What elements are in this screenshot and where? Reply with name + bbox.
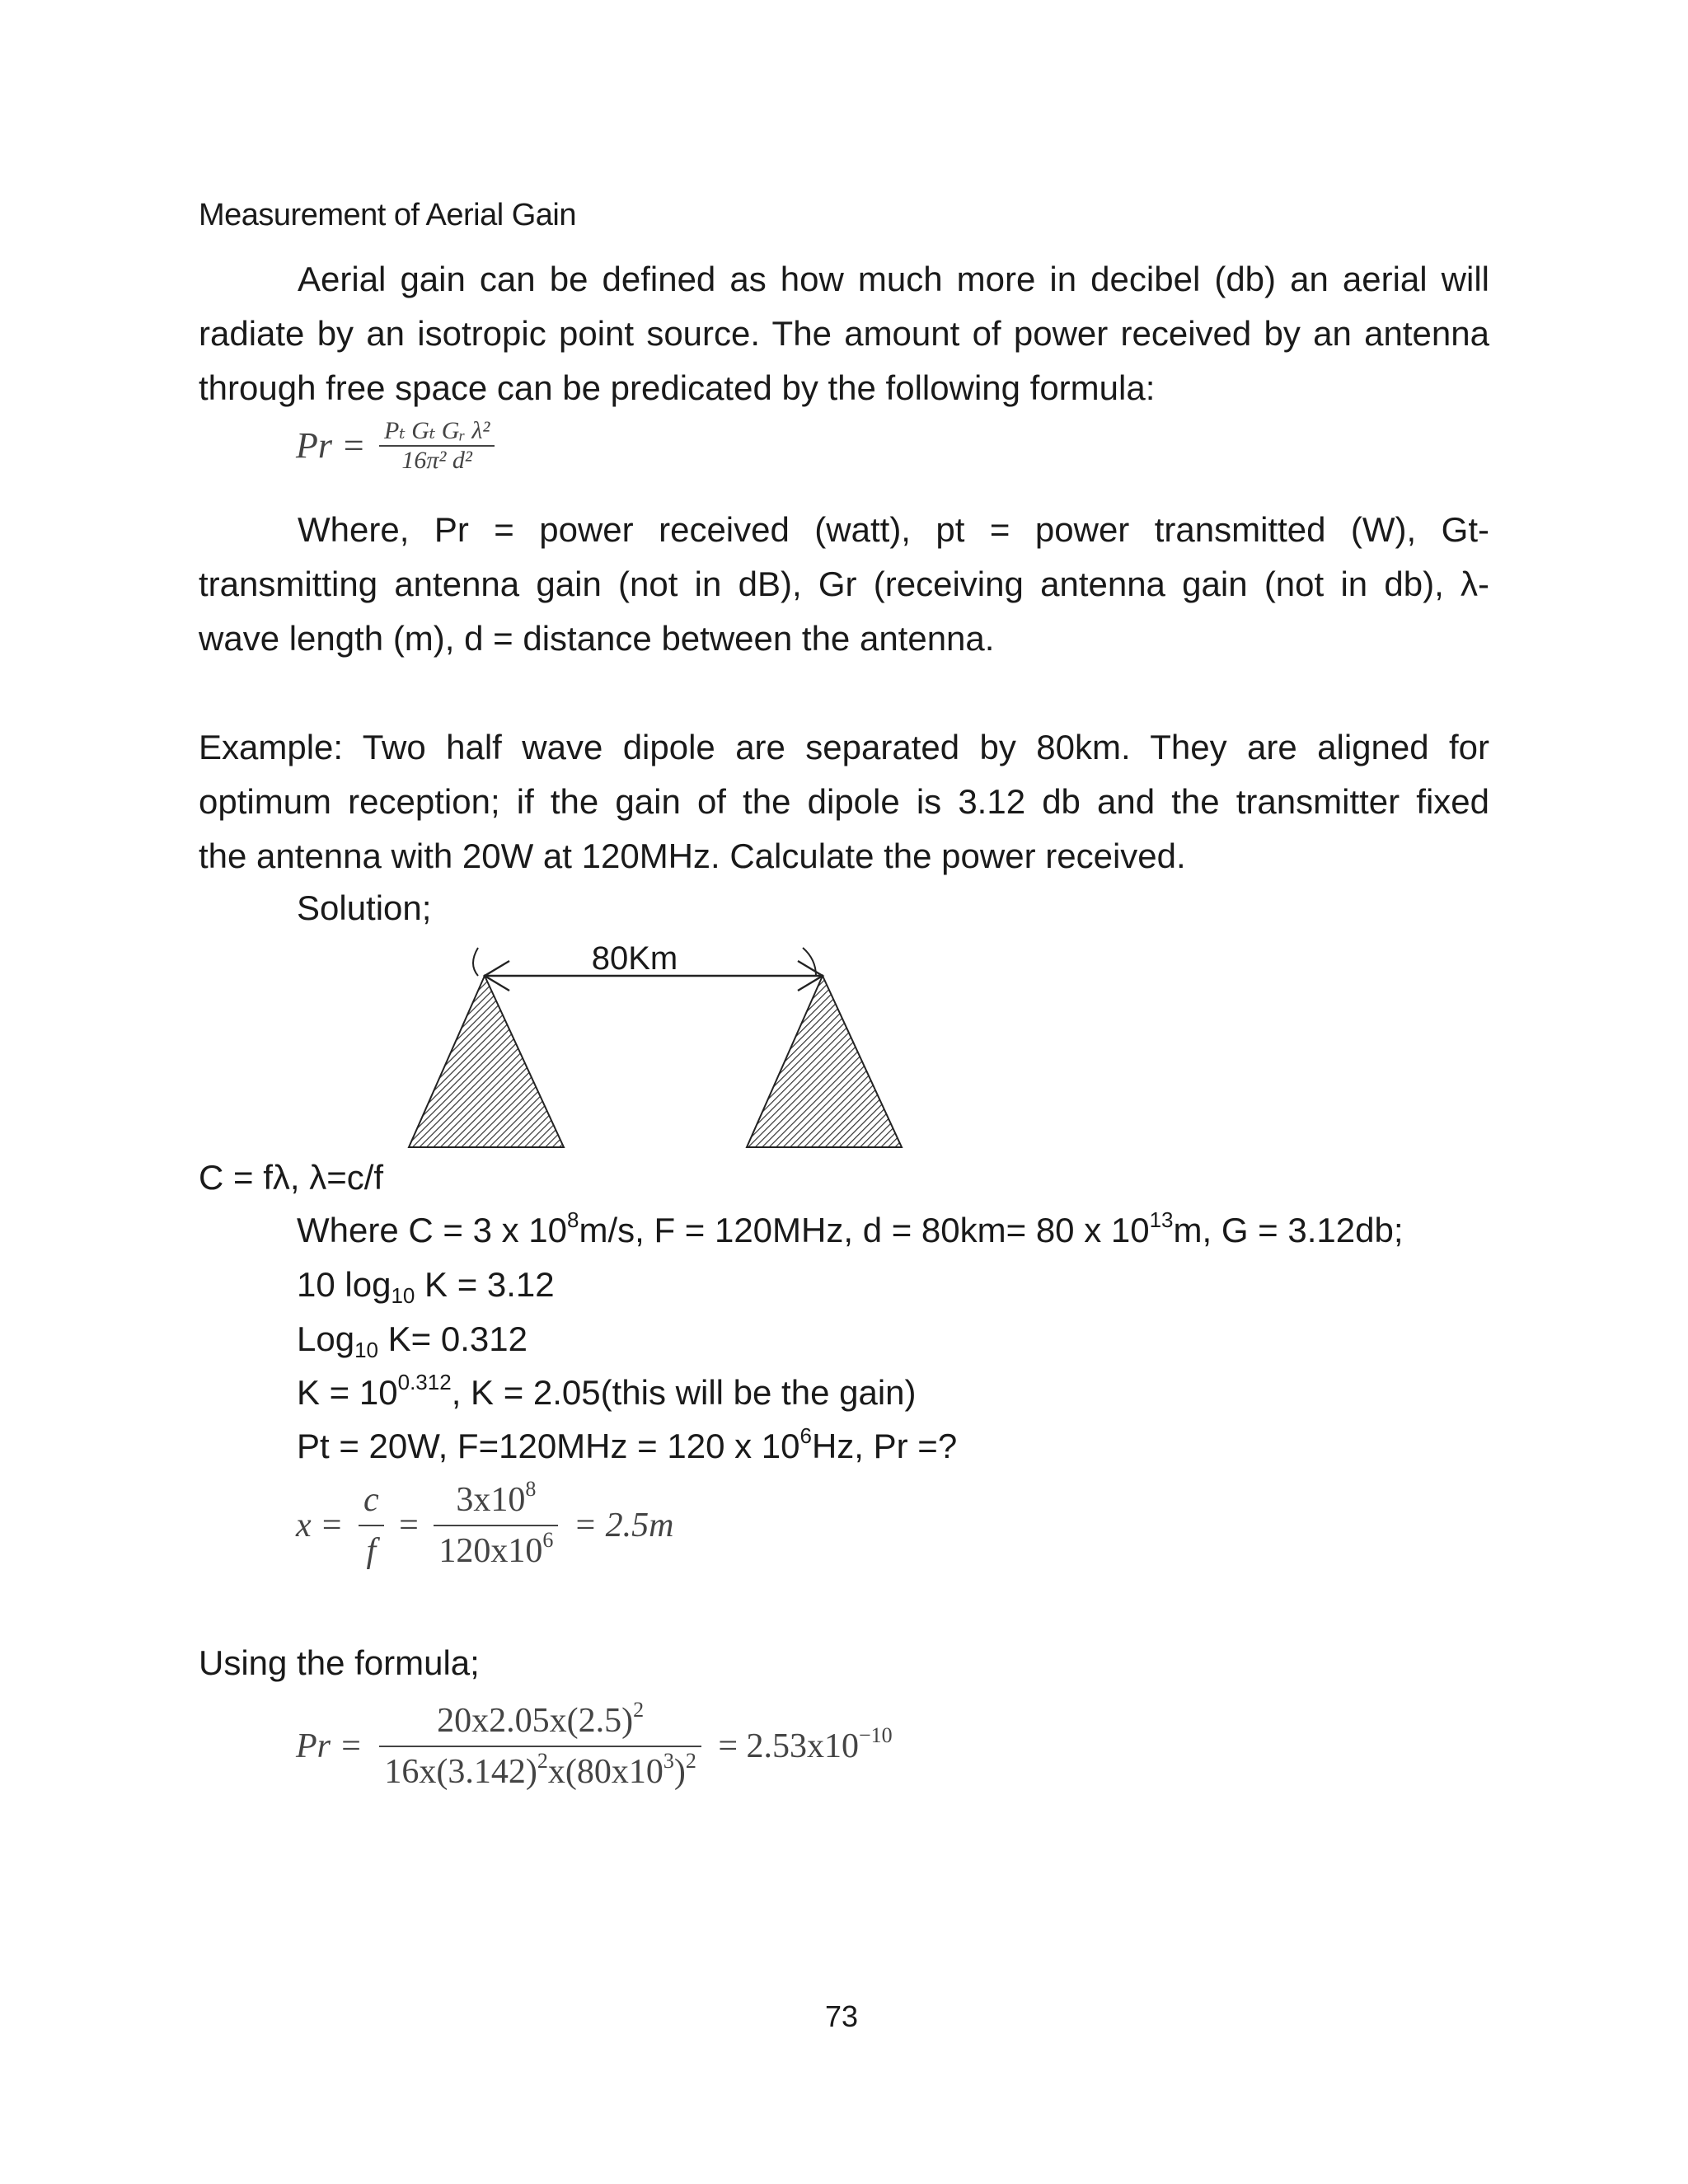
lambda-eq: = — [399, 1507, 419, 1544]
using-formula-label: Using the formula; — [199, 1643, 480, 1682]
wavelength-relation: C = fλ, λ=c/f — [199, 1158, 384, 1197]
wavelength-calculation — [296, 1475, 674, 1576]
pr-result-exp: −10 — [859, 1723, 893, 1747]
pr-den-exp-1: 2 — [537, 1749, 548, 1773]
pr-num-exp: 2 — [633, 1698, 645, 1722]
given-text-a: Where C = 3 x 10 — [297, 1211, 567, 1249]
pr-den-text-a: 16x(3.142) — [384, 1753, 537, 1791]
log-line-1 — [297, 1265, 555, 1308]
given-text-b: m/s, F = 120MHz, d = 80km= 80 x 10 — [579, 1211, 1150, 1249]
k-exp: 0.312 — [397, 1370, 452, 1394]
intro-line-3: through free space can be predicated by the following formula: — [199, 368, 1156, 407]
log1-text-b: K = 3.12 — [415, 1265, 555, 1304]
pt-exp: 6 — [799, 1423, 812, 1448]
given-values-line — [297, 1207, 1404, 1250]
pr-den-text-b: x(80x10 — [547, 1753, 663, 1791]
lambda-result: = 2.5m — [573, 1507, 674, 1544]
pr-num-text: 20x2.05x(2.5) — [437, 1702, 634, 1740]
antenna-diagram — [396, 940, 923, 1154]
log1-sub: 10 — [391, 1283, 415, 1308]
distance-label: 80Km — [591, 940, 678, 977]
example-line-2: optimum reception; if the gain of the dipole is 3.12 db and the transmitter fixed — [199, 782, 1489, 821]
lambda-frac1-den: f — [366, 1532, 377, 1570]
received-power-formula — [379, 416, 495, 475]
received-power-calculation — [296, 1696, 893, 1797]
where-line-3: wave length (m), d = distance between the antenna. — [199, 619, 995, 658]
pr-den-exp-2: 3 — [663, 1749, 674, 1773]
gain-k-line — [297, 1370, 917, 1413]
lambda-frac2-num: 3x10 — [456, 1481, 526, 1519]
example-paragraph — [199, 720, 1489, 883]
pr-den-exp-3: 2 — [685, 1749, 696, 1773]
lambda-frac1-num: c — [359, 1475, 384, 1526]
right-antenna-tower — [747, 976, 902, 1147]
pr-lhs: Pr = — [296, 1727, 363, 1765]
formula-denominator: 16π² d² — [401, 447, 472, 474]
formula-lhs: Pr = — [296, 425, 366, 466]
log2-sub: 10 — [354, 1338, 378, 1362]
left-antenna-tower — [409, 976, 564, 1147]
intro-paragraph — [199, 252, 1489, 415]
pt-text-a: Pt = 20W, F=120MHz = 120 x 10 — [297, 1427, 800, 1465]
formula-numerator: Pₜ Gₜ Gᵣ λ² — [379, 416, 495, 447]
given-exp-a: 8 — [566, 1207, 579, 1232]
where-paragraph — [199, 503, 1489, 666]
intro-line-1: Aerial gain can be defined as how much more in decibel (db) an aerial will — [298, 260, 1489, 298]
log2-text-b: K= 0.312 — [378, 1319, 528, 1358]
pr-result: = 2.53x10 — [718, 1727, 860, 1765]
section-heading: Measurement of Aerial Gain — [199, 198, 577, 232]
log2-text-a: Log — [297, 1319, 355, 1358]
left-arc-mark — [473, 948, 478, 976]
lambda-lhs: x = — [296, 1507, 344, 1544]
example-line-1: Example: Two half wave dipole are separated by 80km. They are aligned for — [199, 728, 1489, 766]
k-text-a: K = 10 — [297, 1373, 398, 1412]
log-line-2 — [297, 1319, 528, 1362]
given-exp-b: 13 — [1149, 1207, 1174, 1232]
solution-label: Solution; — [297, 888, 432, 927]
k-text-b: , K = 2.05(this will be the gain) — [451, 1373, 917, 1412]
lambda-frac2-den: 120x10 — [438, 1532, 543, 1570]
transmit-power-line — [297, 1423, 958, 1466]
example-line-3: the antenna with 20W at 120MHz. Calculate the power received. — [199, 837, 1186, 875]
where-line-2: transmitting antenna gain (not in dB), Gr (receiving antenna gain (not in db), λ- — [199, 565, 1489, 603]
lambda-frac2-den-exp: 6 — [542, 1528, 554, 1552]
pt-text-b: Hz, Pr =? — [811, 1427, 958, 1465]
pr-den-text-c: ) — [673, 1753, 686, 1791]
given-text-c: m, G = 3.12db; — [1173, 1211, 1404, 1249]
log1-text-a: 10 log — [297, 1265, 392, 1304]
where-line-1: Where, Pr = power received (watt), pt = power transmitted (W), Gt- — [298, 510, 1489, 549]
lambda-frac2-num-exp: 8 — [525, 1477, 537, 1501]
intro-line-2: radiate by an isotropic point source. The amount of power received by an antenna — [199, 314, 1489, 353]
page-number: 73 — [825, 1999, 859, 2033]
